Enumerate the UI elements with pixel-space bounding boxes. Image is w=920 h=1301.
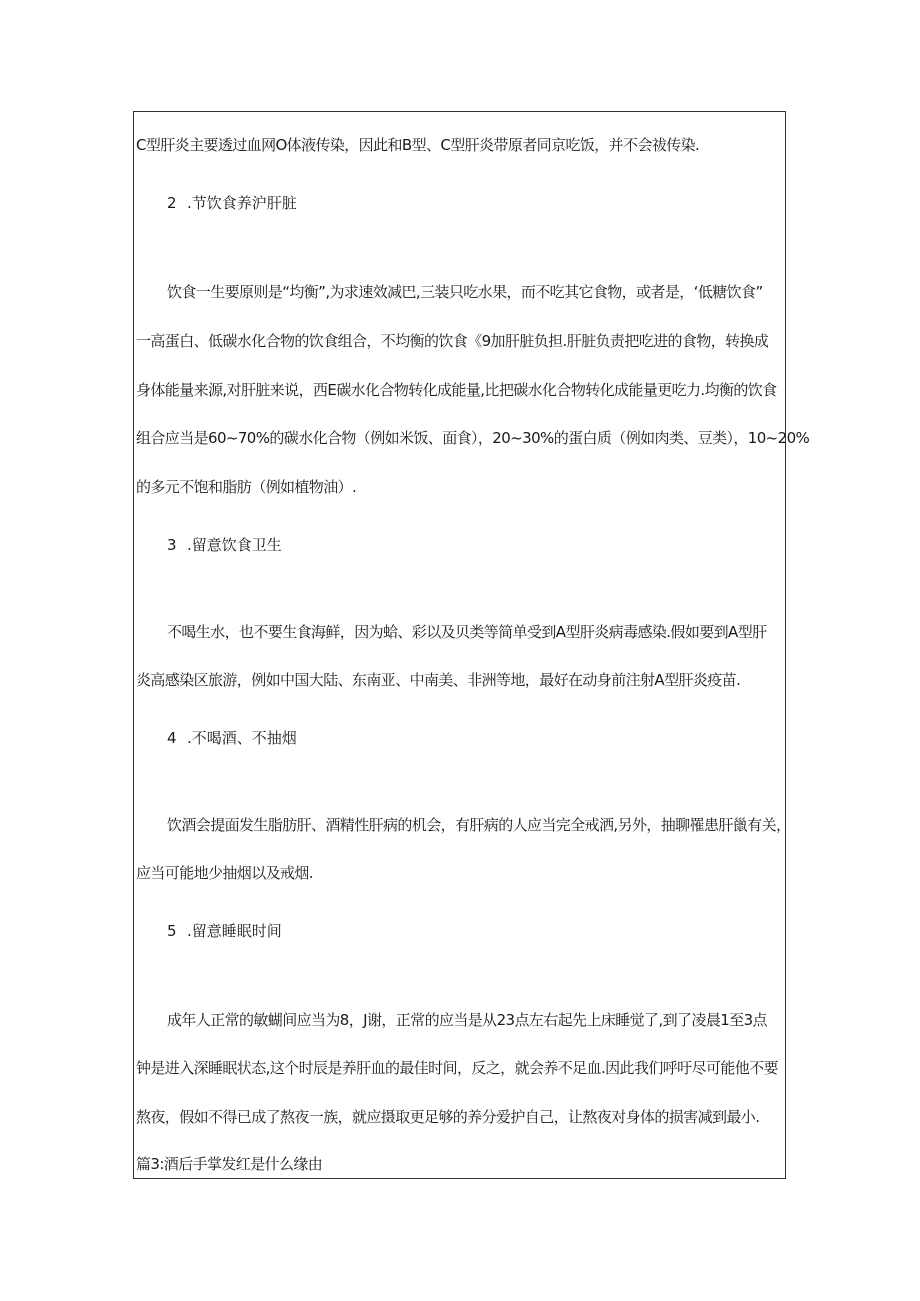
section-number: 2 bbox=[167, 194, 177, 212]
paragraph-line: 组合应当是60~70%的碳水化合物（例如米饭、面食），20~30%的蛋白质（例如肉类、豆类），10~20% bbox=[136, 429, 810, 447]
section-number: 5 bbox=[167, 922, 177, 940]
section-title: .留意饮食卫生 bbox=[187, 536, 282, 554]
paragraph-line: 炎高感染区旅游，例如中国大陆、东南亚、中南美、非洲等地，最好在动身前注射A型肝炎疫苗. bbox=[136, 671, 741, 689]
section-number: 3 bbox=[167, 536, 177, 554]
paragraph-line: 应当可能地少抽烟以及戒烟. bbox=[136, 864, 313, 882]
section-title: .节饮食养沪肝脏 bbox=[187, 194, 297, 212]
paragraph-line: 饮食一生要原则是“均衡”,为求速效减巴,三装只吃水果，而不吃其它食物，或者是，‘低糖饮食” bbox=[167, 283, 763, 301]
section-heading bbox=[167, 193, 297, 213]
section-heading bbox=[167, 921, 282, 941]
next-article-title: 篇3:酒后手掌发红是什么缘由 bbox=[136, 1155, 323, 1173]
section-title: .留意睡眠时间 bbox=[187, 922, 282, 940]
paragraph-line: 钟是进入深睡眠状态,这个时辰是养肝血的最佳时间，反之，就会养不足血.因此我们呼吁尽可能他不要 bbox=[136, 1059, 778, 1077]
section-heading bbox=[167, 535, 282, 555]
paragraph-line: 的多元不饱和脂肪（例如植物油）. bbox=[136, 478, 357, 496]
paragraph-line: 熬夜，假如不得已成了熬夜一族，就应摄取更足够的养分爱护自己，让熬夜对身体的损害减到最小. bbox=[136, 1108, 760, 1126]
paragraph-line: 不喝生水，也不要生食海鲜，因为蛤、彩以及贝类等简单受到A型肝炎病毒感染.假如要到A型肝 bbox=[167, 623, 767, 641]
intro-line: C型肝炎主要透过血网O体液传染，因此和B型、C型肝炎带原者同京吃饭，并不会祓传染. bbox=[136, 136, 700, 154]
section-number: 4 bbox=[167, 729, 177, 747]
paragraph-line: 身体能量来源,对肝脏来说，西E碳水化合物转化成能量,比把碳水化合物转化成能量更吃力.均衡的饮食 bbox=[136, 381, 777, 399]
paragraph-line: 成年人正常的敏蝴间应当为8，J谢，正常的应当是从23点左右起先上床睡觉了,到了凌晨1至3点 bbox=[167, 1011, 767, 1029]
paragraph-line: 一高蛋白、低碳水化合物的饮食组合，不均衡的饮食《9加肝脏负担.肝脏负责把吃进的食物，转换成 bbox=[136, 332, 769, 350]
section-title: .不喝酒、不抽烟 bbox=[187, 729, 297, 747]
paragraph-line: 饮酒会提面发生脂肪肝、酒精性肝病的机会，有肝病的人应当完全戒洒,另外，抽聊罹患肝巤有关， bbox=[167, 816, 791, 834]
section-heading bbox=[167, 728, 297, 748]
